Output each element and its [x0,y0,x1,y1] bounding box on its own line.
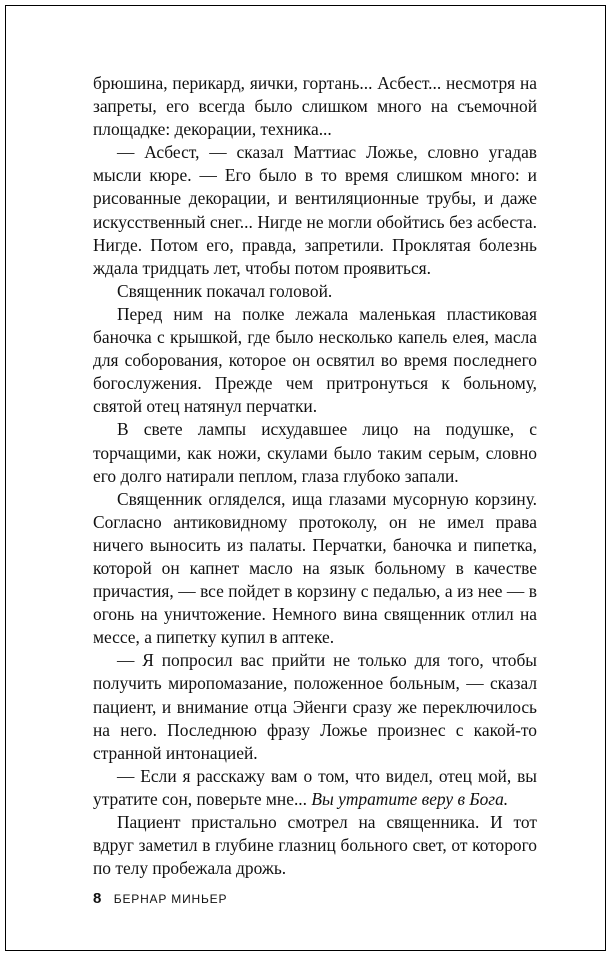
paragraph: — Я попросил вас прийти не только для того, чтобы получить миропомазание, положенное больным, — сказал пациент, и внимание отца Эйенги сразу же переключилось на него. Последнюю фразу Ложье произнес с какой-то странной интонацией. [93,650,537,763]
page-footer [93,890,227,908]
paragraph-text: — Если я расскажу вам о том, что видел, отец мой, вы утратите сон, поверьте мне... [93,765,537,809]
page-number: 8 [93,890,102,907]
paragraph: Перед ним на полке лежала маленькая пластиковая баночка с крышкой, где было несколько капель елея, масла для соборования, которое он освятил во время последнего богослужения. Прежде чем притронуться к больному, святой отец натянул перчатки. [93,303,537,417]
body-text [93,72,537,880]
paragraph: — Асбест, — сказал Маттиас Ложье, словно угадав мысли кюре. — Его было в то время слишком много: и рисованные декорации, и вентиляционные трубы, и даже искусственный снег... Нигде не могли обойтись без асбеста. Нигде. Потом его, правда, запретили. Проклятая болезнь ждала тридцать лет, чтобы потом проявиться. [93,142,537,278]
paragraph: брюшина, перикард, яички, гортань... Асбест... несмотря на запреты, его всегда было слишком много на съемочной площадке: декорации, техника... [93,73,537,140]
paragraph [93,765,537,811]
paragraph: Священник покачал головой. [117,280,333,301]
running-head-author: БЕРНАР МИНЬЕР [113,892,228,906]
paragraph: Священник огляделся, ища глазами мусорную корзину. Согласно антиковидному протоколу, он не имел права ничего выносить из палаты. Перчатки, баночка и пипетка, которой он капнет масло на язык больному в качестве причастия, — все пойдет в корзину с педалью, а из нее — в огонь на уничтожение. Немного вина священник отлил на мессе, а пипетку купил в аптеке. [93,488,537,648]
italic-phrase: Вы утратите веру в Бога. [311,788,509,809]
paragraph: Пациент пристально смотрел на священника. И тот вдруг заметил в глубине глазниц больного свет, от которого по телу пробежала дрожь. [93,812,537,879]
paragraph: В свете лампы исхудавшее лицо на подушке, с торчащими, как ножи, скулами было таким серым, словно его долго натирали пеплом, глаза глубоко запали. [93,419,537,486]
